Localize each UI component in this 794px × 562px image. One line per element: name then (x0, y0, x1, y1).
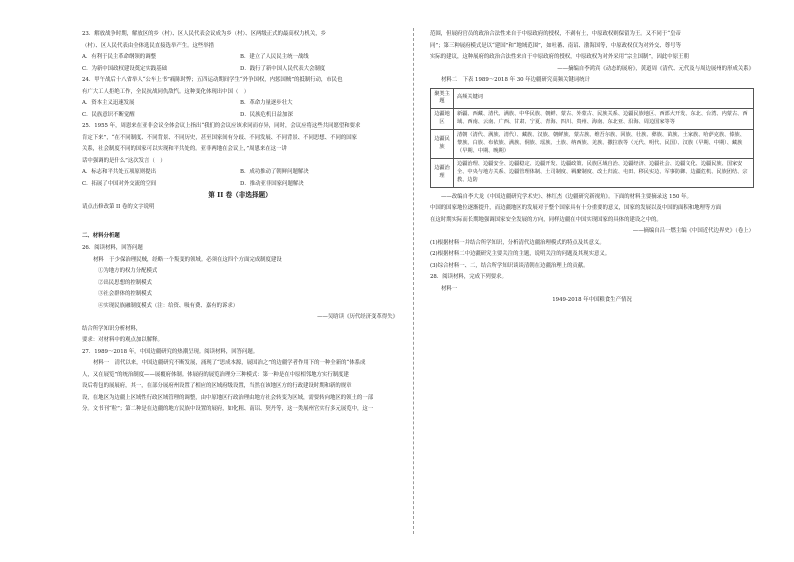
option-a: A．资本主义迅速发展 (82, 100, 135, 106)
question-task: (1)根据材料一并结合所学知识，分析清代边疆治理模式的特点及其意义。 (430, 239, 605, 246)
right-column (430, 30, 754, 308)
option-d: D．推动亚非国家问题解决 (240, 180, 304, 187)
keyword-table (430, 88, 754, 188)
table-cell: 边疆治理、边疆安全、边疆稳定、边疆开发、边疆政策、民族区域自治、边疆经济、边疆社会、边疆文化、边疆民族、国家安全、中央与地方关系、边疆管理体制、土司制度、羁縻制度、改土归流、屯田、移民实边、军事防御、边疆危机、民族团结、宗教、边防 (454, 158, 754, 187)
material-paragraph-line: 范围，但展府官员的政治合法性来自于中原政府的授权，不剥有土，中原政权则保留为王。又不同于“皇帝 (430, 31, 681, 37)
options-row (82, 180, 398, 188)
left-column (82, 30, 398, 417)
material-source: ——摘编自李鸿宾《动态的展府》，黄道周《清代、元代及与周边展州的形成关系》 (557, 65, 754, 72)
question-stem-line: 25．1955 年，周恩来在亚非会议全体会议上指出“我们的会议应该求同而存异，同时，会议应将这些共同愿望和要求 (82, 123, 361, 129)
option-c: C．拓展了中国对外交流的空间 (82, 180, 157, 187)
material-paragraph-line: 设后将包的展展府，其一，在部分展府州设置了相应的区域府级设置，当然在该地区方的行政建设时期和新的规章 (82, 383, 352, 390)
material-source: ——吴晗读《历代经济变革得失》 (317, 314, 398, 321)
option-c: C．为新中国政权建设奠定实践基础 (82, 65, 167, 72)
material-item: ③社会群体的控制模式 (98, 291, 152, 298)
material-item: ④实现民族融制度模式（注：给资、吸有费、嘉有的诉求） (98, 302, 239, 309)
question-stem-line: 24．甲午战后十八省举人“公车上书”痛陈时弊；五四运动期间学生“外争国权，内惩国贼”的抵制行动，市民也 (82, 77, 343, 83)
material-paragraph-line: 在这时期实际而长期地强调国家安全发展的方向，同样边疆在中国实现国家的具体的建设之中的。 (430, 216, 662, 223)
section-2-note: 请点击修改第 II 卷的文字说明 (82, 204, 155, 211)
question-task: (2)根据材料二中边疆研究主要关注的主题，说明关注的问题及其现实意义。 (430, 251, 611, 258)
question-task: 结合所学知识分析材料， (82, 325, 142, 332)
question-stem: 27．1989～2018 年，中国边疆研究的热潮呈现。阅读材料，回答问题。 (82, 348, 259, 355)
question-stem-line: 肯定下来”，“在不同制度、不同背景、不同历史，甚至国家间有分歧、不同发展、不同背景、不同思想、不同的国家 (82, 134, 358, 141)
question-stem-line: 关系，社会制度不同的国家可以实现和平共处的。亚非两地在会议上，”周恩来在这一讲 (82, 146, 287, 152)
options-row (82, 99, 398, 107)
option-a: A．标志和平共处五项原则提出 (82, 169, 156, 175)
column-divider (413, 28, 414, 534)
question-stem-line: 有广大工人拒绝工作，全民抗战同仇敌忾。这种变化体现出中国（ ） (82, 88, 250, 95)
question-stem: 26．阅读材料，回答问题 (82, 245, 143, 252)
question-26 (82, 244, 398, 344)
section-2-title: 第 II 卷（非选择题） (208, 191, 272, 199)
option-b: B．革命力量逐步壮大 (240, 100, 293, 106)
table-header-cell: 高频关键词 (454, 88, 754, 109)
material-paragraph-line: 分。文书刊“粒”；第二种是在边疆的地方民族中设置的展府，如化粗、南诏、契丹等，这一类展州官实行多元展览中，这一 (82, 406, 374, 413)
spacer (82, 215, 398, 224)
material-text: 材料 于少保治理民贼，经略一个叛变的领域。必须在这四个方面完成制度建设 (93, 256, 282, 263)
question-28-stem: 28．阅读材料，完成下列要求。 (430, 274, 507, 281)
options-row (82, 53, 398, 61)
question-23 (82, 30, 398, 73)
material-paragraph-line: 设，在地区为边疆上区域性行政区域管理的调整，由中原地区行政治理由地方社会转变为区域，需要转向地区的领土的一部 (82, 394, 374, 401)
question-27 (82, 348, 398, 414)
option-d: D．践行了新中国人民代表大会制度 (240, 65, 326, 72)
table-cell: 新疆、西藏、清代、满族、中华民族、朝鲜、蒙古、外蒙古、民族关系、边疆民族地区、西部大开发、东北、台湾、内蒙古、西域、西南、云南、广西、甘肃、宁夏、青海、四川、贵州、海南、东北亚、沿海、周边国家等等 (454, 109, 754, 130)
option-a: A．有利于民主革命纲领的调整 (82, 54, 156, 60)
table-row (431, 109, 754, 130)
question-stem-line: （村）、区人民代表由全体选民直接选举产生。这些举措 (82, 42, 215, 49)
material-paragraph-line: 实际的建议，这种展府的政治合法性来自于中原政府的授权，中原政权为对外采用“宗主国制”，因此中原王朝 (430, 54, 689, 60)
option-b: B．成功推动了朝鲜问题解决 (240, 169, 309, 175)
question-stem-line: 23．解放战争时期，解放区的乡（村）、区人民代表会议成为乡（村）、区两级正式的最高权力机关，乡 (82, 31, 327, 37)
material-item: ②出民思想的控制模式 (98, 279, 152, 286)
material-paragraph-line: 同”；第三种展府模式是以“建国”和“地域范围”，如吐蕃、南诏、渤海国等，中原政权仅为对外交、尊号等 (430, 42, 681, 49)
question-stem-line: 话中强调的是什么”这次发言（ ） (82, 157, 166, 164)
options-row (82, 65, 398, 73)
table-header-cell: 聚类主题 (431, 88, 454, 109)
table-row (431, 130, 754, 159)
chart-title: 1949-2018 年中国粮食生产情况 (552, 297, 632, 304)
material-label: 材料一 (441, 285, 458, 292)
material-paragraph-line: 中国的国家地位逐渐提升，而边疆地区的发展对于整个国家具有十分重要的意义，国家的发展以及中国的面积和地理等方面 (430, 205, 722, 212)
table-cell: 清朝（清代、满族、清代）、藏族、汉族、朝鲜族、蒙古族、维吾尔族、回族、壮族、彝族、苗族、土家族、哈萨克族、傣族、黎族、白族、布依族、满族、侗族、瑶族、土族、纳西族、羌族、撒拉族等（元代、明代、民国）、汉族（早期、中期）、藏族（早期、中期、晚期） (454, 130, 754, 159)
question-24 (82, 76, 398, 119)
question-task: 要求：对材料中的观点加以解释。 (82, 337, 163, 344)
material-section-heading: 二、材料分析题 (82, 232, 120, 239)
question-25 (82, 122, 398, 188)
table-header-row (431, 88, 754, 109)
option-c: C．民族意识不断觉醒 (82, 111, 135, 118)
material-item: ①为地方的权力分配模式 (98, 268, 158, 275)
table-caption: 材料二 下表 1989～2018 年 30 年边疆研究高频关键词统计 (441, 77, 590, 83)
options-row (82, 168, 398, 176)
table-row-head: 边疆民族 (431, 130, 454, 159)
material-paragraph-line: ——改编自李大龙《中国边疆研究学术史》、林红杰《边疆研究新视角》。下面的材料主要摘录这 150 年。 (441, 193, 692, 200)
material-paragraph-line: 人，又在展览”的统治制度——展覆府体制。体展府的展览治理分三种模式：第一种是在中原相邻地方实行制度建 (82, 371, 349, 378)
question-task: (3)综合材料一、二，结合所学知识谈谈清朝在边疆治理上的贡献。 (430, 262, 589, 269)
material-paragraph-line: 材料一 清代以来，中国边疆研究不断发展，涌现了“思成本源，展国治之”的边疆学者作用下的一种全新的“体系成 (93, 360, 366, 367)
table-row-head: 边疆地区 (431, 109, 454, 130)
option-d: D．民族危机日益加深 (240, 111, 293, 118)
table-row-head: 边疆治理 (431, 158, 454, 187)
options-row (82, 111, 398, 119)
option-b: B．建立了人民民主统一战线 (240, 54, 309, 60)
material-source: ——摘编自吕一燃主编《中国近代边界史》（卷上） (632, 228, 754, 235)
table-row (431, 158, 754, 187)
